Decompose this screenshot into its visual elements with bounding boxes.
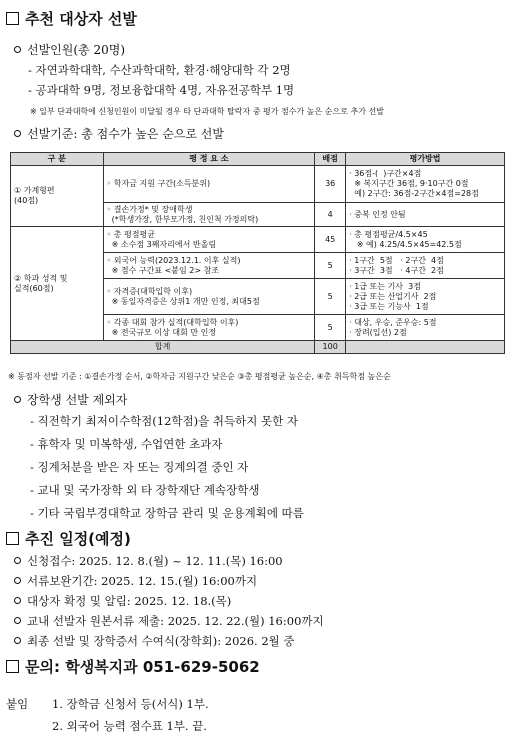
schedule-item: 대상자 확정 및 알림: 2025. 12. 18.(목) — [14, 593, 231, 609]
checkbox-square-icon — [6, 532, 19, 545]
method-cell: · 36점-( )구간×4점 ※ 복지구간 36점, 9·10구간 0점 예) 2구간: 36점-2구간×4점=28점 — [346, 166, 505, 203]
score-cell: 5 — [315, 315, 346, 341]
schedule-item: 최종 선발 및 장학증서 수여식(장학회): 2026. 2월 중 — [14, 633, 295, 649]
checkbox-square-icon — [6, 660, 19, 673]
selection-count-line: 선발인원(총 20명) — [14, 41, 125, 58]
method-cell: · 대상, 우승, 준우승: 5점 · 장려(입선) 2점 — [346, 315, 505, 341]
bullet-icon — [14, 396, 21, 403]
exclusion-item: - 기타 국립부경대학교 장학금 관리 및 운용계획에 따름 — [30, 506, 304, 520]
table-row — [11, 227, 505, 253]
attachment-item-2: 2. 외국어 능력 점수표 1부. 끝. — [52, 719, 207, 733]
group-label-academic: ② 학과 성적 및 실적(60점) — [11, 227, 104, 341]
method-cell: · 중복 인정 안됨 — [346, 203, 505, 227]
group-label-household: ① 가계형편 (40점) — [11, 166, 104, 227]
method-cell: · 1급 또는 기사 3점 · 2급 또는 산업기사 2점 · 3급 또는 기능사 1점 — [346, 279, 505, 315]
score-cell: 45 — [315, 227, 346, 253]
section-heading-contact: 문의: 학생복지과 051-629-5062 — [6, 656, 260, 677]
evaluation-table — [10, 152, 505, 354]
score-cell: 5 — [315, 253, 346, 279]
exclusion-item: - 교내 및 국가장학 외 타 장학재단 계속장학생 — [30, 483, 260, 497]
element-cell: ◦ 결손가정* 및 장애학생 (*학생가장, 한부모가정, 친인척 가정의탁) — [103, 203, 315, 227]
attachment-item-1: 1. 장학금 신청서 등(서식) 1부. — [52, 697, 209, 711]
header-category: 구 분 — [11, 153, 104, 166]
table-total-row — [11, 341, 505, 354]
distribution-line-1: - 자연과학대학, 수산과학대학, 환경·해양대학 각 2명 — [28, 63, 291, 77]
method-cell: · 1구간 5점 · 2구간 4점 · 3구간 3점 · 4구간 2점 — [346, 253, 505, 279]
score-cell: 4 — [315, 203, 346, 227]
header-element: 평 정 요 소 — [103, 153, 315, 166]
exclusion-item: - 직전학기 최저이수학점(12학점)을 취득하지 못한 자 — [30, 414, 298, 428]
schedule-item: 서류보완기간: 2025. 12. 15.(월) 16:00까지 — [14, 573, 257, 589]
table-row — [11, 166, 505, 203]
element-cell: ◦ 총 평점평균 ※ 소수점 3째자리에서 반올림 — [103, 227, 315, 253]
shortfall-note: ※ 일부 단과대학에 신청인원이 미달될 경우 타 단과대학 탈락자 중 평가 점수가 높은 순으로 추가 선발 — [30, 107, 384, 116]
tie-rule-note: ※ 동점자 선발 기준 : ①결손가정 순서, ②학자금 지원구간 낮은순 ③총 평점평균 높은순, ④총 취득학점 높은순 — [8, 372, 391, 381]
total-score: 100 — [315, 341, 346, 354]
bullet-icon — [14, 46, 21, 53]
checkbox-square-icon — [6, 12, 19, 25]
method-cell: · 총 평점평균/4.5×45 ※ 예) 4.25/4.5×45=42.5점 — [346, 227, 505, 253]
section-heading-selection: 추천 대상자 선발 — [6, 8, 137, 29]
element-cell: ◦ 각종 대회 참가 실적(대학입학 이후) ※ 전국규모 이상 대회 만 인정 — [103, 315, 315, 341]
element-cell: ◦ 학자금 지원 구간(소득분위) — [103, 166, 315, 203]
selection-criteria-line: 선발기준: 총 점수가 높은 순으로 선발 — [14, 125, 224, 142]
score-cell: 5 — [315, 279, 346, 315]
element-cell: ◦ 외국어 능력(2023.12.1. 이후 실적) ※ 점수 구간표 <붙임 2> 참조 — [103, 253, 315, 279]
circle-bullet-icon — [14, 617, 21, 624]
circle-bullet-icon — [14, 577, 21, 584]
schedule-item: 교내 선발자 원본서류 제출: 2025. 12. 22.(월) 16:00까지 — [14, 613, 324, 629]
table-header-row — [11, 153, 505, 166]
header-method: 평가방법 — [346, 153, 505, 166]
exclusion-title: 장학생 선발 제외자 — [14, 391, 127, 408]
circle-bullet-icon — [14, 597, 21, 604]
bullet-icon — [14, 130, 21, 137]
header-score: 배점 — [315, 153, 346, 166]
score-cell: 36 — [315, 166, 346, 203]
element-cell: ◦ 자격증(대학입학 이후) ※ 동일자격증은 상위1 개만 인정, 최대5점 — [103, 279, 315, 315]
attachment-label: 붙임 — [6, 697, 29, 711]
section-heading-schedule: 추진 일정(예정) — [6, 528, 131, 549]
exclusion-item: - 휴학자 및 미복학생, 수업연한 초과자 — [30, 437, 223, 451]
distribution-line-2: - 공과대학 9명, 정보융합대학 4명, 자유전공학부 1명 — [28, 83, 295, 97]
total-label: 합계 — [11, 341, 315, 354]
total-method-empty — [346, 341, 505, 354]
circle-bullet-icon — [14, 557, 21, 564]
exclusion-item: - 징계처분을 받은 자 또는 징계의결 중인 자 — [30, 460, 249, 474]
schedule-item: 신청접수: 2025. 12. 8.(월) ~ 12. 11.(목) 16:00 — [14, 553, 283, 569]
circle-bullet-icon — [14, 637, 21, 644]
